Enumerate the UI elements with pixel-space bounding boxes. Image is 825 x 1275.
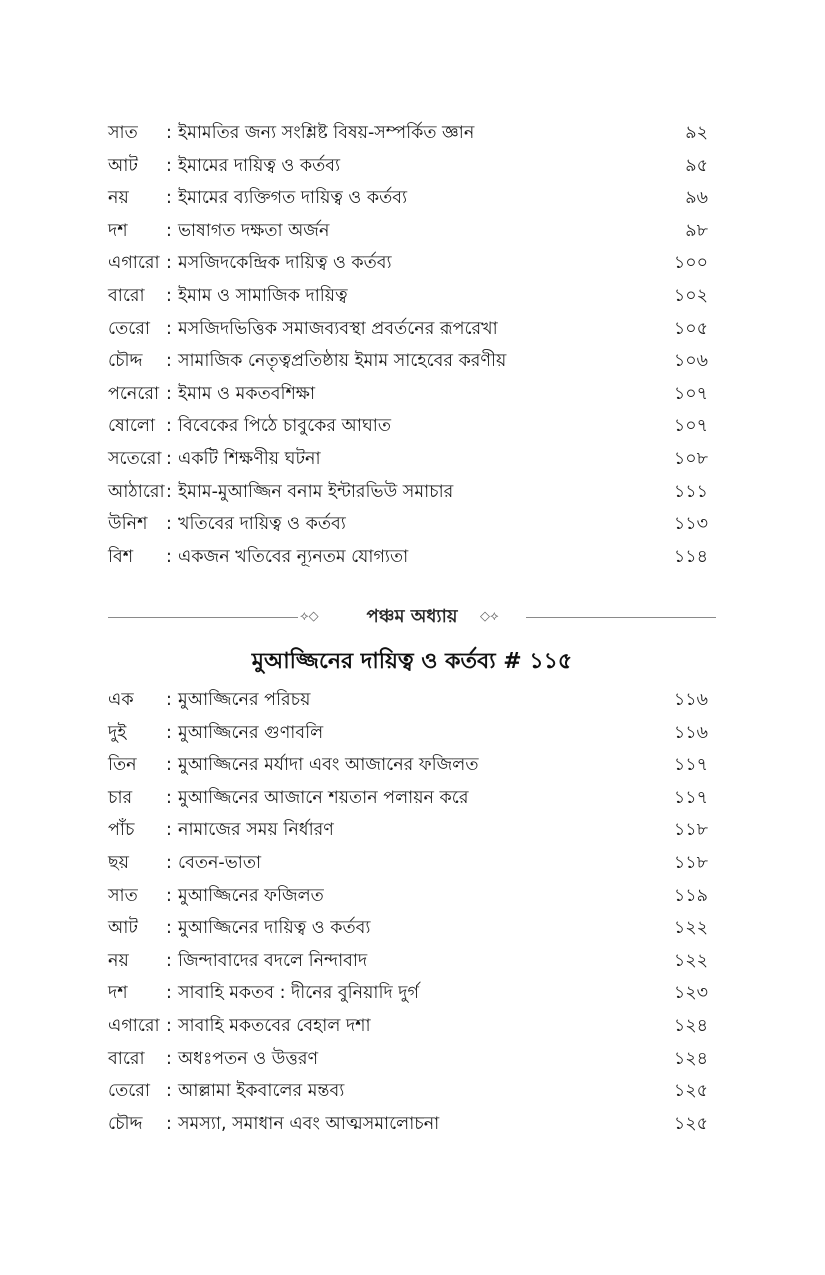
toc-entry-number: উনিশ [108, 514, 148, 535]
toc-entry [108, 1043, 708, 1076]
toc-entry-separator: : [166, 722, 172, 743]
toc-entry-title: খতিবের দায়িত্ব ও কর্তব্য [178, 514, 346, 535]
toc-entry-separator: : [166, 481, 172, 502]
toc-entry-separator: : [166, 416, 172, 437]
toc-entry [108, 410, 708, 443]
toc-entry-number: আট [108, 918, 138, 939]
toc-entry [108, 215, 708, 248]
toc-entry-title: বিবেকের পিঠে চাবুকের আঘাত [178, 416, 391, 437]
toc-entry-page: ৯৫ [685, 155, 708, 176]
toc-entry-title: মুআজ্জিনের গুণাবলি [178, 722, 324, 743]
toc-entry [108, 1108, 708, 1141]
toc-entry-number: দুই [108, 722, 127, 743]
toc-entry-title: সাবাহি মকতব : দীনের বুনিয়াদি দুর্গ [178, 983, 419, 1004]
toc-entry [108, 476, 708, 509]
toc-entry-title: মসজিদকেন্দ্রিক দায়িত্ব ও কর্তব্য [178, 253, 392, 274]
toc-entry-separator: : [166, 1113, 172, 1134]
toc-entry [108, 880, 708, 913]
toc-entry-title: ইমাম ও মকতবশিক্ষা [178, 383, 316, 404]
toc-entry-separator: : [166, 1048, 172, 1069]
toc-entry [108, 182, 708, 215]
ornament-left-icon: ⟡◇ [300, 609, 319, 624]
toc-entry-number: বিশ [108, 546, 134, 567]
toc-entry-page: ১২৪ [673, 1015, 708, 1036]
chapter-heading: মুআজ্জিনের দায়িত্ব ও কর্তব্য # ১১৫ [251, 649, 573, 674]
toc-entry-separator: : [166, 155, 172, 176]
toc-entry-title: আল্লামা ইকবালের মন্তব্য [178, 1081, 345, 1102]
toc-entry [108, 541, 708, 574]
toc-entry [108, 117, 708, 150]
toc-entry-page: ১১৬ [673, 722, 708, 743]
toc-entry-page: ১২৫ [673, 1113, 708, 1134]
toc-entry-number: পাঁচ [108, 820, 135, 841]
chapter-divider [108, 603, 716, 633]
toc-entry-separator: : [166, 690, 172, 710]
toc-entry-page: ৯২ [685, 123, 708, 143]
toc-entry-title: মুআজ্জিনের আজানে শয়তান পলায়ন করে [178, 787, 469, 808]
toc-entry-number: দশ [108, 220, 128, 241]
toc-entry-number: ছয় [108, 852, 129, 873]
toc-entry-page: ১০৮ [673, 448, 708, 469]
toc-entry [108, 749, 708, 782]
toc-entry-page: ১১৭ [673, 755, 708, 776]
toc-entry-title: একজন খতিবের ন্যূনতম যোগ্যতা [178, 546, 409, 567]
toc-entry-page: ১১৭ [673, 787, 708, 808]
toc-entry-title: মুআজ্জিনের মর্যাদা এবং আজানের ফজিলত [178, 755, 479, 776]
toc-entry-page: ১১৯ [673, 885, 708, 906]
toc-entry-separator: : [166, 983, 172, 1004]
toc-entry-separator: : [166, 918, 172, 939]
ornament-right-icon: ◇⟡ [480, 609, 499, 624]
toc-entry-number: সাত [108, 123, 138, 143]
toc-entry-page: ১১৮ [673, 852, 708, 873]
toc-entry-separator: : [166, 220, 172, 241]
toc-entry-number: দশ [108, 983, 128, 1004]
toc-entry-page: ১১৬ [673, 690, 708, 710]
toc-entry-number: চৌদ্দ [108, 1113, 143, 1134]
toc-entry-title: মুআজ্জিনের দায়িত্ব ও কর্তব্য [178, 918, 371, 939]
toc-entry-title: ভাষাগত দক্ষতা অর্জন [178, 220, 330, 241]
toc-entry-separator: : [166, 123, 172, 143]
toc-entry [108, 814, 708, 847]
toc-entry-title: বেতন-ভাতা [178, 852, 262, 873]
toc-entry-separator: : [166, 787, 172, 808]
toc-entry-page: ১০৭ [673, 416, 708, 437]
toc-entry-separator: : [166, 852, 172, 873]
toc-entry-number: চার [108, 787, 133, 808]
toc-entry-number: এক [108, 690, 134, 710]
toc-entry [108, 912, 708, 945]
toc-entry-title: ইমামতির জন্য সংশ্লিষ্ট বিষয়-সম্পর্কিত জ্ঞান [178, 123, 475, 143]
toc-entry [108, 345, 708, 378]
toc-entry-number: সতেরো [108, 448, 162, 469]
toc-entry-title: মসজিদভিত্তিক সমাজব্যবস্থা প্রবর্তনের রূপরেখা [178, 318, 498, 339]
toc-entry-title: ইমামের দায়িত্ব ও কর্তব্য [178, 155, 341, 176]
toc-entry [108, 150, 708, 183]
toc-entry [108, 782, 708, 815]
toc-entry-number: বারো [108, 1048, 145, 1069]
toc-entry-title: ইমাম-মুআজ্জিন বনাম ইন্টারভিউ সমাচার [178, 481, 454, 502]
toc-entry-number: আট [108, 155, 138, 176]
toc-entry-number: তেরো [108, 318, 150, 339]
toc-list-part-a [108, 117, 708, 573]
divider-line-right [526, 617, 716, 618]
toc-entry [108, 313, 708, 346]
toc-entry-page: ১০৫ [673, 318, 708, 339]
toc-entry-title: অধঃপতন ও উত্তরণ [178, 1048, 319, 1069]
toc-entry-title: মুআজ্জিনের ফজিলত [178, 885, 324, 906]
toc-entry-separator: : [166, 1015, 172, 1036]
toc-entry-title: নামাজের সময় নির্ধারণ [178, 820, 334, 841]
toc-entry-number: বারো [108, 285, 145, 306]
toc-entry [108, 847, 708, 880]
toc-entry-title: জিন্দাবাদের বদলে নিন্দাবাদ [178, 950, 368, 971]
toc-entry [108, 977, 708, 1010]
toc-entry-page: ৯৮ [685, 220, 708, 241]
toc-entry-page: ১১১ [673, 481, 708, 502]
toc-entry-separator: : [166, 514, 172, 535]
toc-entry-page: ৯৬ [685, 188, 708, 209]
toc-entry-title: একটি শিক্ষণীয় ঘটনা [178, 448, 321, 469]
toc-entry-page: ১২২ [673, 918, 708, 939]
toc-entry [108, 378, 708, 411]
toc-entry-title: ইমামের ব্যক্তিগত দায়িত্ব ও কর্তব্য [178, 188, 408, 209]
toc-entry-page: ১১৮ [673, 820, 708, 841]
toc-entry-number: তিন [108, 755, 137, 776]
toc-list-part-b [108, 684, 708, 1140]
toc-entry [108, 280, 708, 313]
toc-entry-number: নয় [108, 188, 129, 209]
toc-entry-number: এগারো [108, 253, 160, 274]
toc-entry-page: ১০৭ [673, 383, 708, 404]
toc-entry-page: ১২৩ [673, 983, 708, 1004]
toc-entry [108, 945, 708, 978]
toc-entry-number: নয় [108, 950, 129, 971]
toc-entry-separator: : [166, 253, 172, 274]
toc-entry-title: সামাজিক নেতৃত্বপ্রতিষ্ঠায় ইমাম সাহেবের করণীয় [178, 351, 507, 372]
toc-entry-separator: : [166, 755, 172, 776]
toc-entry-separator: : [166, 383, 172, 404]
toc-entry [108, 508, 708, 541]
toc-entry-separator: : [166, 448, 172, 469]
toc-entry-page: ১১৩ [673, 514, 708, 535]
toc-entry-separator: : [166, 285, 172, 306]
toc-entry-separator: : [166, 546, 172, 567]
toc-entry [108, 717, 708, 750]
toc-entry-title: সাবাহি মকতবের বেহাল দশা [178, 1015, 371, 1036]
toc-entry-number: এগারো [108, 1015, 160, 1036]
toc-entry-separator: : [166, 351, 172, 372]
toc-entry-page: ১২৫ [673, 1081, 708, 1102]
toc-entry [108, 247, 708, 280]
toc-entry-number: আঠারো [108, 481, 165, 502]
toc-entry [108, 684, 708, 717]
toc-entry-title: সমস্যা, সমাধান এবং আত্মসমালোচনা [178, 1113, 440, 1134]
toc-entry-number: চৌদ্দ [108, 351, 143, 372]
toc-entry-page: ১০৬ [673, 351, 708, 372]
toc-entry-separator: : [166, 950, 172, 971]
toc-entry-page: ১১৪ [673, 546, 708, 567]
toc-entry-number: পনেরো [108, 383, 160, 404]
toc-entry-title: মুআজ্জিনের পরিচয় [178, 690, 311, 710]
toc-entry-number: তেরো [108, 1081, 150, 1102]
toc-entry [108, 1075, 708, 1108]
toc-entry [108, 1010, 708, 1043]
toc-entry-page: ১২২ [673, 950, 708, 971]
toc-entry-page: ১২৪ [673, 1048, 708, 1069]
toc-entry-separator: : [166, 188, 172, 209]
toc-entry-number: সাত [108, 885, 138, 906]
toc-entry-separator: : [166, 885, 172, 906]
toc-entry-page: ১০০ [673, 253, 708, 274]
toc-entry-separator: : [166, 1081, 172, 1102]
chapter-label: পঞ্চম অধ্যায় [366, 606, 458, 627]
toc-entry-number: ষোলো [108, 416, 155, 437]
toc-entry-page: ১০২ [673, 285, 708, 306]
toc-entry [108, 443, 708, 476]
toc-entry-separator: : [166, 318, 172, 339]
toc-entry-title: ইমাম ও সামাজিক দায়িত্ব [178, 285, 348, 306]
toc-entry-separator: : [166, 820, 172, 841]
